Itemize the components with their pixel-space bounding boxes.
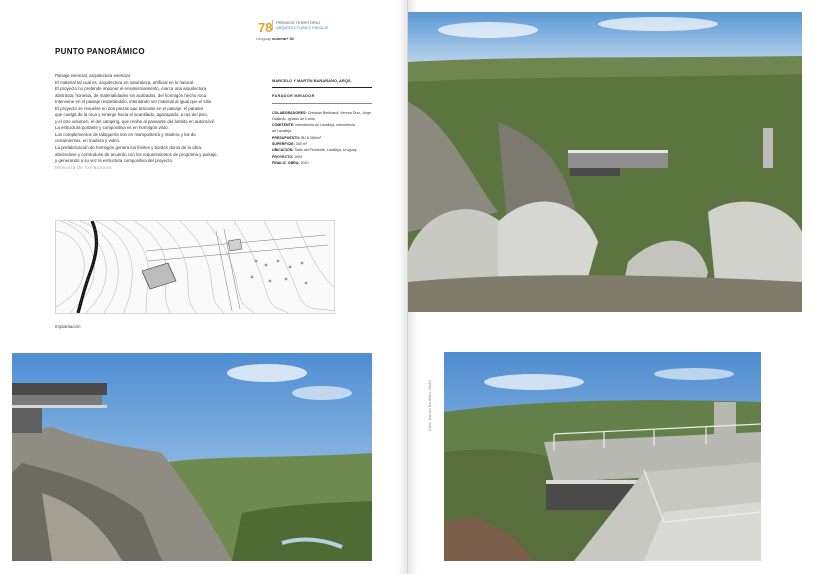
spec-row [272, 110, 372, 116]
spec-row [272, 160, 372, 166]
body-line: Paisaje esencial, arquitectura esencial. [55, 73, 131, 78]
photo-credit-caption: Fotos: Marcelo Barañano, Martín [428, 379, 432, 431]
body-line: Interviene en el paisaje respetándolo, intentando ser material al igual que el sitio. [55, 99, 213, 105]
body-line: La prefabricación de hormigón genera los límites y bordes duros de la obra, [55, 145, 203, 151]
body-line: abstracta, honesta, de materialidades sin acabados, del hormigón hecho roca. [55, 92, 208, 98]
spec-label: PROYECTO: [272, 154, 294, 159]
body-line: cerramientos, en madera y vidrio. [55, 138, 121, 144]
body-line: El material tal cual es, arquitectura en naturaleza, artificial en lo natural. [55, 79, 195, 85]
spec-value: Salto del Penitente, Lavalleja, Uruguay [294, 148, 357, 153]
authors-line: MARCELO Y MARTÍN BARAÑANO, ARQS. [272, 78, 372, 88]
spec-label: COMITENTE: [272, 123, 295, 128]
spec-label: PRESUPUESTO: [272, 135, 301, 140]
memoria-caption: Memoria de los autores [55, 164, 112, 170]
spec-label: SUPERFICIE: [272, 142, 295, 147]
project-name: PARADOR MIRADOR [272, 93, 372, 103]
project-specs [272, 78, 372, 166]
spec-label: COLABORADORES: [272, 110, 307, 115]
body-line: y generando a su vez la estructura compositiva del proyecto. [55, 158, 174, 164]
spec-value: 2009 [294, 154, 303, 159]
body-line: La estructura portante y compositiva es en hormigón visto. [55, 125, 169, 131]
article-body [55, 73, 269, 171]
spec-label: FINALIZ. OBRA: [272, 160, 300, 165]
spec-label: UBICACIÓN: [272, 148, 294, 153]
site-plan-svg [56, 221, 334, 313]
photo-building-terrace [444, 352, 761, 561]
spec-value: Gallardo, Ignacio de Cunto [272, 116, 315, 121]
body-line: que cuelga de la roca y emerge hacia el acantilado, agazapado, a ras del piso, [55, 112, 209, 118]
spec-value: 300 m² [295, 142, 307, 147]
section-tag [272, 20, 328, 30]
edition-label: summa+ 92 [272, 36, 294, 41]
country-label: Uruguay [256, 36, 272, 41]
photo-landscape-rocks [408, 12, 802, 312]
spec-value: 2010 [300, 160, 309, 165]
page-number: 78 [258, 20, 273, 35]
body-line: y el otro volumen, el del camping, que recibe al paseante del ámbito en automóvil. [55, 118, 215, 124]
spec-value: $U 8.366/m² [301, 135, 322, 140]
section-line-2: ARQUITECTURA Y PAISAJE [276, 25, 329, 30]
article-title: PUNTO PANORÁMICO [55, 47, 145, 56]
body-line: El proyecto no pretende imponer el ensimismamiento, marca una arquitectura [55, 86, 207, 92]
section-line-1: PREMIOS TERRITORIO [276, 20, 321, 25]
site-plan-drawing [55, 220, 335, 314]
photo-gorge-view [12, 353, 372, 561]
body-line: Los complementos de tabiquería son en mampostería y madera y los de [55, 131, 196, 137]
body-line: El proyecto se resuelve en dos piezas que articulan en el paisaje: el parador [55, 105, 204, 111]
spec-value: de Lavalleja [272, 129, 292, 134]
spec-value: Christian Bertinardi, Verena Díaz, Jorge [307, 110, 372, 115]
body-line: abriéndose y cerrándose de acuerdo con los requerimientos de programa y paisaje, [55, 151, 218, 157]
spec-value: Intendencia de Lavalleja, Intendencia [295, 123, 355, 128]
plan-caption: Implantación [55, 324, 81, 329]
